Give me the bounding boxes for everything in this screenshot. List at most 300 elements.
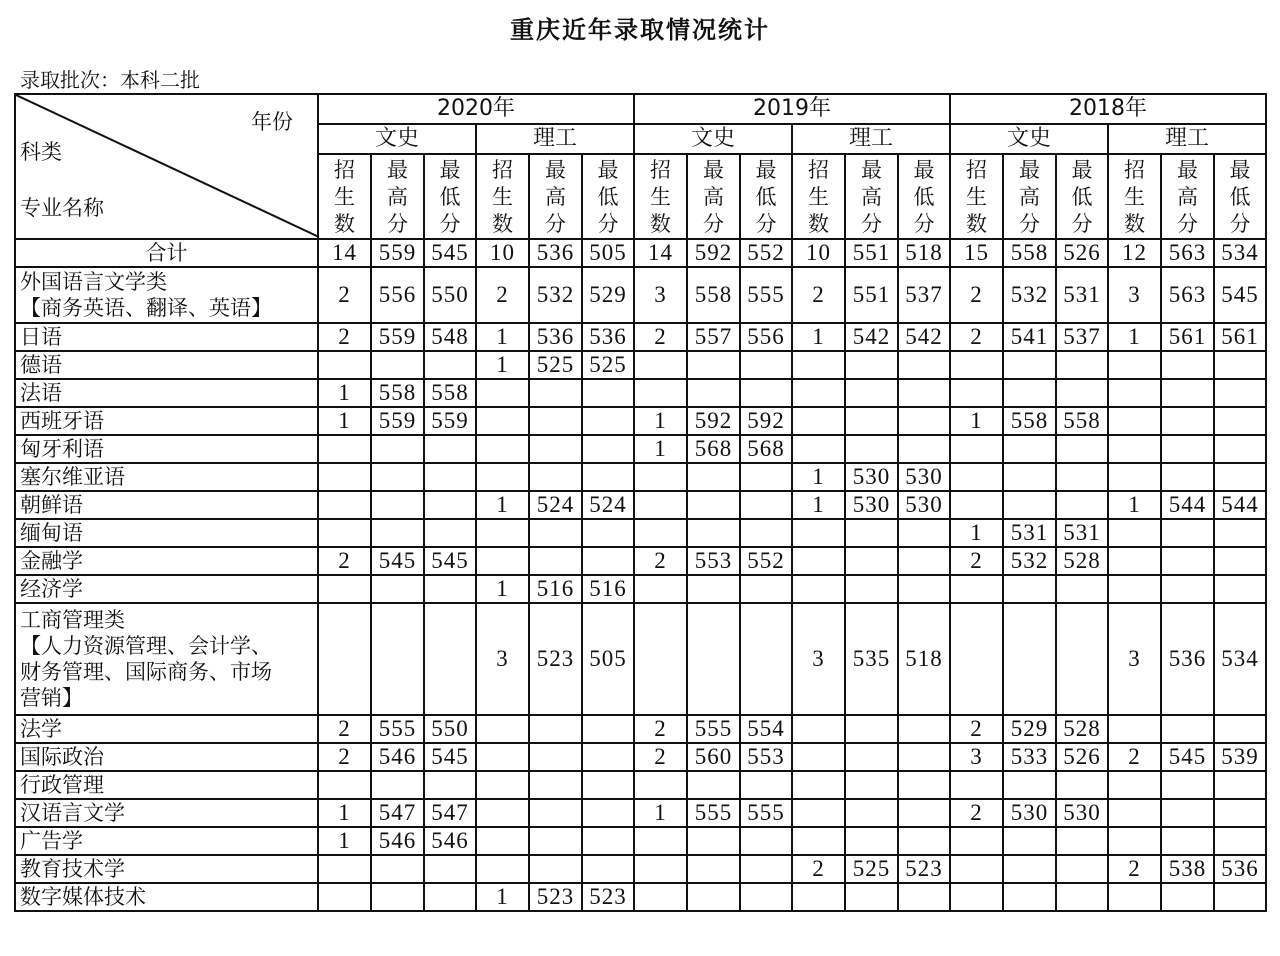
value-cell: 558	[371, 379, 424, 407]
value-cell: 542	[845, 323, 898, 351]
value-cell	[792, 743, 845, 771]
value-cell	[898, 351, 950, 379]
value-cell	[1161, 407, 1214, 435]
metric-char: 分	[1177, 212, 1198, 236]
value-cell	[1108, 407, 1161, 435]
value-cell: 557	[687, 323, 740, 351]
value-cell	[529, 435, 582, 463]
value-cell	[1003, 883, 1056, 911]
value-cell: 2	[950, 547, 1003, 575]
metric-char: 高	[861, 185, 882, 209]
value-cell	[898, 715, 950, 743]
value-cell	[792, 407, 845, 435]
value-cell	[529, 827, 582, 855]
value-cell	[1214, 547, 1266, 575]
value-cell: 1	[950, 519, 1003, 547]
value-cell	[687, 463, 740, 491]
value-cell: 2	[1108, 855, 1161, 883]
metric-header	[424, 154, 476, 239]
value-cell: 560	[687, 743, 740, 771]
value-cell: 2	[318, 715, 371, 743]
value-cell: 536	[582, 323, 634, 351]
value-cell: 1	[634, 407, 687, 435]
metric-char: 数	[966, 212, 987, 236]
value-cell	[318, 771, 371, 799]
value-cell: 561	[1161, 323, 1214, 351]
major-name-line: 朝鲜语	[20, 493, 83, 517]
value-cell: 529	[1003, 715, 1056, 743]
value-cell	[792, 771, 845, 799]
metric-char: 分	[1229, 212, 1251, 236]
value-cell: 546	[371, 827, 424, 855]
value-cell: 558	[1056, 407, 1108, 435]
major-name-line: 广告学	[20, 829, 83, 853]
major-name-line: 法语	[20, 381, 62, 405]
value-cell: 556	[371, 267, 424, 323]
metric-char: 招	[650, 158, 671, 182]
major-name-line: 外国语言文学类	[20, 270, 167, 294]
value-cell	[792, 799, 845, 827]
value-cell: 2	[318, 323, 371, 351]
metric-char: 数	[334, 212, 355, 236]
value-cell	[1056, 771, 1108, 799]
value-cell: 524	[529, 491, 582, 519]
metric-char: 高	[703, 185, 724, 209]
major-name	[15, 827, 318, 855]
value-cell: 530	[845, 491, 898, 519]
value-cell	[687, 771, 740, 799]
value-cell	[950, 491, 1003, 519]
table-row	[15, 883, 1266, 911]
value-cell	[1056, 855, 1108, 883]
value-cell	[1214, 715, 1266, 743]
value-cell: 2	[476, 267, 529, 323]
value-cell	[424, 883, 476, 911]
value-cell: 14	[318, 239, 371, 267]
value-cell: 553	[687, 547, 740, 575]
value-cell	[740, 519, 792, 547]
value-cell: 3	[950, 743, 1003, 771]
value-cell: 1	[476, 323, 529, 351]
value-cell	[1108, 799, 1161, 827]
value-cell: 1	[476, 491, 529, 519]
major-name	[15, 379, 318, 407]
value-cell	[318, 463, 371, 491]
value-cell: 2	[634, 547, 687, 575]
value-cell: 532	[1003, 547, 1056, 575]
metric-char: 高	[545, 185, 566, 209]
metric-char: 最	[387, 158, 408, 182]
value-cell: 518	[898, 239, 950, 267]
value-cell	[1056, 491, 1108, 519]
track-header: 理工	[792, 124, 950, 154]
value-cell: 558	[1003, 239, 1056, 267]
value-cell	[845, 575, 898, 603]
major-name	[15, 323, 318, 351]
table-row	[15, 323, 1266, 351]
value-cell	[845, 883, 898, 911]
value-cell: 568	[740, 435, 792, 463]
value-cell: 3	[1108, 267, 1161, 323]
value-cell: 545	[424, 547, 476, 575]
value-cell	[582, 379, 634, 407]
value-cell	[582, 547, 634, 575]
value-cell	[1003, 463, 1056, 491]
value-cell	[687, 855, 740, 883]
value-cell: 559	[371, 323, 424, 351]
value-cell: 12	[1108, 239, 1161, 267]
value-cell	[792, 351, 845, 379]
value-cell: 545	[1214, 267, 1266, 323]
value-cell: 555	[687, 799, 740, 827]
value-cell	[687, 351, 740, 379]
table-row	[15, 799, 1266, 827]
metric-char: 最	[597, 158, 619, 182]
value-cell: 2	[1108, 743, 1161, 771]
value-cell: 555	[740, 799, 792, 827]
value-cell: 516	[529, 575, 582, 603]
value-cell	[634, 827, 687, 855]
table-row	[15, 463, 1266, 491]
value-cell	[898, 407, 950, 435]
value-cell: 1	[318, 827, 371, 855]
value-cell: 546	[424, 827, 476, 855]
value-cell	[1108, 715, 1161, 743]
value-cell: 505	[582, 603, 634, 715]
table-row	[15, 715, 1266, 743]
metric-char: 低	[1229, 185, 1251, 209]
value-cell: 525	[845, 855, 898, 883]
value-cell: 523	[898, 855, 950, 883]
value-cell	[476, 771, 529, 799]
value-cell: 530	[898, 463, 950, 491]
value-cell	[1003, 379, 1056, 407]
value-cell: 561	[1214, 323, 1266, 351]
value-cell: 2	[950, 323, 1003, 351]
value-cell	[476, 407, 529, 435]
value-cell: 530	[1003, 799, 1056, 827]
value-cell	[371, 519, 424, 547]
batch-label: 录取批次：本科二批	[20, 68, 200, 92]
metric-char: 分	[913, 212, 935, 236]
value-cell	[792, 379, 845, 407]
metric-char: 生	[1124, 185, 1145, 209]
corner-year-label: 年份	[251, 110, 293, 134]
metric-char: 生	[492, 185, 513, 209]
value-cell	[476, 743, 529, 771]
value-cell	[424, 575, 476, 603]
metric-char: 最	[1071, 158, 1093, 182]
value-cell	[634, 351, 687, 379]
value-cell: 592	[687, 239, 740, 267]
value-cell	[845, 435, 898, 463]
value-cell	[371, 491, 424, 519]
major-name	[15, 855, 318, 883]
metric-char: 分	[1019, 212, 1040, 236]
value-cell: 1	[792, 463, 845, 491]
major-name-line: 经济学	[20, 577, 83, 601]
metric-char: 数	[808, 212, 829, 236]
table-header	[15, 94, 1266, 239]
table-row	[15, 603, 1266, 715]
major-name-line: 德语	[20, 353, 62, 377]
value-cell	[476, 547, 529, 575]
value-cell	[845, 351, 898, 379]
value-cell: 542	[898, 323, 950, 351]
major-name-line: 日语	[20, 325, 62, 349]
value-cell: 1	[634, 799, 687, 827]
value-cell	[1003, 855, 1056, 883]
metric-header	[687, 154, 740, 239]
value-cell	[950, 379, 1003, 407]
value-cell	[950, 435, 1003, 463]
year-header: 2019年	[634, 94, 950, 124]
value-cell: 568	[687, 435, 740, 463]
value-cell	[1161, 351, 1214, 379]
value-cell	[1214, 407, 1266, 435]
value-cell	[529, 855, 582, 883]
value-cell: 558	[1003, 407, 1056, 435]
value-cell: 528	[1056, 715, 1108, 743]
value-cell	[318, 435, 371, 463]
metric-char: 低	[1071, 185, 1093, 209]
value-cell: 535	[845, 603, 898, 715]
major-name	[15, 883, 318, 911]
value-cell	[1161, 519, 1214, 547]
value-cell	[687, 379, 740, 407]
major-name-line: 行政管理	[20, 773, 104, 797]
value-cell: 10	[792, 239, 845, 267]
value-cell	[1161, 575, 1214, 603]
metric-char: 分	[439, 212, 461, 236]
metric-char: 招	[492, 158, 513, 182]
value-cell	[1214, 463, 1266, 491]
metric-char: 最	[1177, 158, 1198, 182]
metric-char: 分	[597, 212, 619, 236]
major-name-line: 匈牙利语	[20, 437, 104, 461]
metric-char: 高	[1019, 185, 1040, 209]
value-cell	[371, 435, 424, 463]
value-cell: 10	[476, 239, 529, 267]
value-cell	[1056, 883, 1108, 911]
value-cell	[529, 799, 582, 827]
value-cell	[529, 407, 582, 435]
track-header: 理工	[1108, 124, 1266, 154]
value-cell: 532	[529, 267, 582, 323]
metric-header	[898, 154, 950, 239]
metric-char: 数	[650, 212, 671, 236]
value-cell: 556	[740, 323, 792, 351]
metric-char: 最	[755, 158, 777, 182]
value-cell: 555	[687, 715, 740, 743]
value-cell	[1161, 883, 1214, 911]
value-cell: 558	[687, 267, 740, 323]
value-cell	[845, 743, 898, 771]
value-cell: 1	[950, 407, 1003, 435]
major-name	[15, 463, 318, 491]
value-cell	[950, 351, 1003, 379]
value-cell	[371, 463, 424, 491]
value-cell: 2	[634, 715, 687, 743]
admission-table	[14, 93, 1267, 912]
value-cell	[476, 715, 529, 743]
value-cell	[424, 519, 476, 547]
value-cell	[318, 519, 371, 547]
value-cell: 532	[1003, 267, 1056, 323]
value-cell	[845, 407, 898, 435]
value-cell	[1108, 463, 1161, 491]
value-cell: 1	[792, 323, 845, 351]
value-cell	[476, 799, 529, 827]
value-cell: 545	[424, 743, 476, 771]
value-cell	[371, 771, 424, 799]
metric-header	[740, 154, 792, 239]
value-cell: 548	[424, 323, 476, 351]
value-cell	[1108, 827, 1161, 855]
value-cell	[1214, 799, 1266, 827]
value-cell: 550	[424, 715, 476, 743]
value-cell: 505	[582, 239, 634, 267]
value-cell: 537	[898, 267, 950, 323]
value-cell	[1056, 435, 1108, 463]
value-cell	[529, 379, 582, 407]
value-cell	[1214, 771, 1266, 799]
value-cell: 534	[1214, 239, 1266, 267]
value-cell	[1003, 351, 1056, 379]
value-cell	[792, 827, 845, 855]
value-cell	[740, 463, 792, 491]
value-cell	[950, 827, 1003, 855]
value-cell	[1003, 603, 1056, 715]
metric-char: 生	[334, 185, 355, 209]
track-header: 文史	[950, 124, 1108, 154]
table-row	[15, 351, 1266, 379]
major-name-line: 【人力资源管理、会计学、	[20, 634, 272, 658]
major-name	[15, 743, 318, 771]
value-cell	[371, 855, 424, 883]
metric-char: 招	[334, 158, 355, 182]
value-cell: 555	[740, 267, 792, 323]
value-cell	[845, 799, 898, 827]
value-cell	[687, 519, 740, 547]
major-name	[15, 267, 318, 323]
metric-header	[845, 154, 898, 239]
value-cell: 14	[634, 239, 687, 267]
table-row	[15, 855, 1266, 883]
value-cell: 536	[1161, 603, 1214, 715]
value-cell: 537	[1056, 323, 1108, 351]
value-cell: 3	[476, 603, 529, 715]
value-cell	[898, 743, 950, 771]
value-cell	[1214, 519, 1266, 547]
value-cell	[792, 883, 845, 911]
value-cell	[950, 603, 1003, 715]
value-cell	[634, 575, 687, 603]
value-cell	[792, 435, 845, 463]
table-row	[15, 435, 1266, 463]
metric-header	[950, 154, 1003, 239]
value-cell	[898, 827, 950, 855]
metric-char: 高	[1177, 185, 1198, 209]
table-row	[15, 407, 1266, 435]
major-name-line: 【商务英语、翻译、英语】	[20, 296, 272, 320]
value-cell	[371, 603, 424, 715]
value-cell: 526	[1056, 743, 1108, 771]
value-cell: 536	[1214, 855, 1266, 883]
value-cell	[1161, 799, 1214, 827]
value-cell: 547	[424, 799, 476, 827]
value-cell: 2	[318, 547, 371, 575]
value-cell	[687, 827, 740, 855]
value-cell	[634, 463, 687, 491]
value-cell: 1	[1108, 323, 1161, 351]
value-cell	[898, 379, 950, 407]
value-cell	[476, 435, 529, 463]
metric-char: 分	[755, 212, 777, 236]
value-cell	[740, 771, 792, 799]
metric-char: 低	[597, 185, 619, 209]
value-cell	[476, 855, 529, 883]
value-cell	[740, 827, 792, 855]
value-cell	[529, 547, 582, 575]
major-name	[15, 603, 318, 715]
metric-header	[476, 154, 529, 239]
value-cell	[950, 883, 1003, 911]
metric-char: 招	[966, 158, 987, 182]
value-cell	[529, 715, 582, 743]
value-cell: 559	[424, 407, 476, 435]
value-cell	[318, 575, 371, 603]
table-row	[15, 519, 1266, 547]
value-cell	[898, 575, 950, 603]
value-cell	[634, 491, 687, 519]
page-title: 重庆近年录取情况统计	[510, 16, 770, 44]
metric-char: 生	[650, 185, 671, 209]
value-cell	[1161, 379, 1214, 407]
value-cell	[634, 603, 687, 715]
value-cell: 3	[634, 267, 687, 323]
value-cell: 539	[1214, 743, 1266, 771]
metric-header	[634, 154, 687, 239]
value-cell: 531	[1056, 519, 1108, 547]
metric-header	[529, 154, 582, 239]
major-name	[15, 435, 318, 463]
value-cell	[1108, 547, 1161, 575]
value-cell	[898, 519, 950, 547]
value-cell	[1003, 491, 1056, 519]
value-cell	[792, 519, 845, 547]
value-cell	[1056, 351, 1108, 379]
value-cell: 592	[740, 407, 792, 435]
value-cell: 524	[582, 491, 634, 519]
table-row	[15, 547, 1266, 575]
major-name-line: 教育技术学	[20, 857, 125, 881]
metric-char: 分	[545, 212, 566, 236]
value-cell: 529	[582, 267, 634, 323]
value-cell: 1	[318, 407, 371, 435]
metric-char: 分	[703, 212, 724, 236]
corner-major-label: 专业名称	[20, 196, 104, 220]
metric-char: 分	[861, 212, 882, 236]
value-cell	[318, 883, 371, 911]
value-cell: 553	[740, 743, 792, 771]
value-cell: 516	[582, 575, 634, 603]
value-cell: 2	[318, 267, 371, 323]
value-cell	[740, 603, 792, 715]
value-cell	[371, 575, 424, 603]
value-cell	[476, 827, 529, 855]
value-cell	[424, 351, 476, 379]
